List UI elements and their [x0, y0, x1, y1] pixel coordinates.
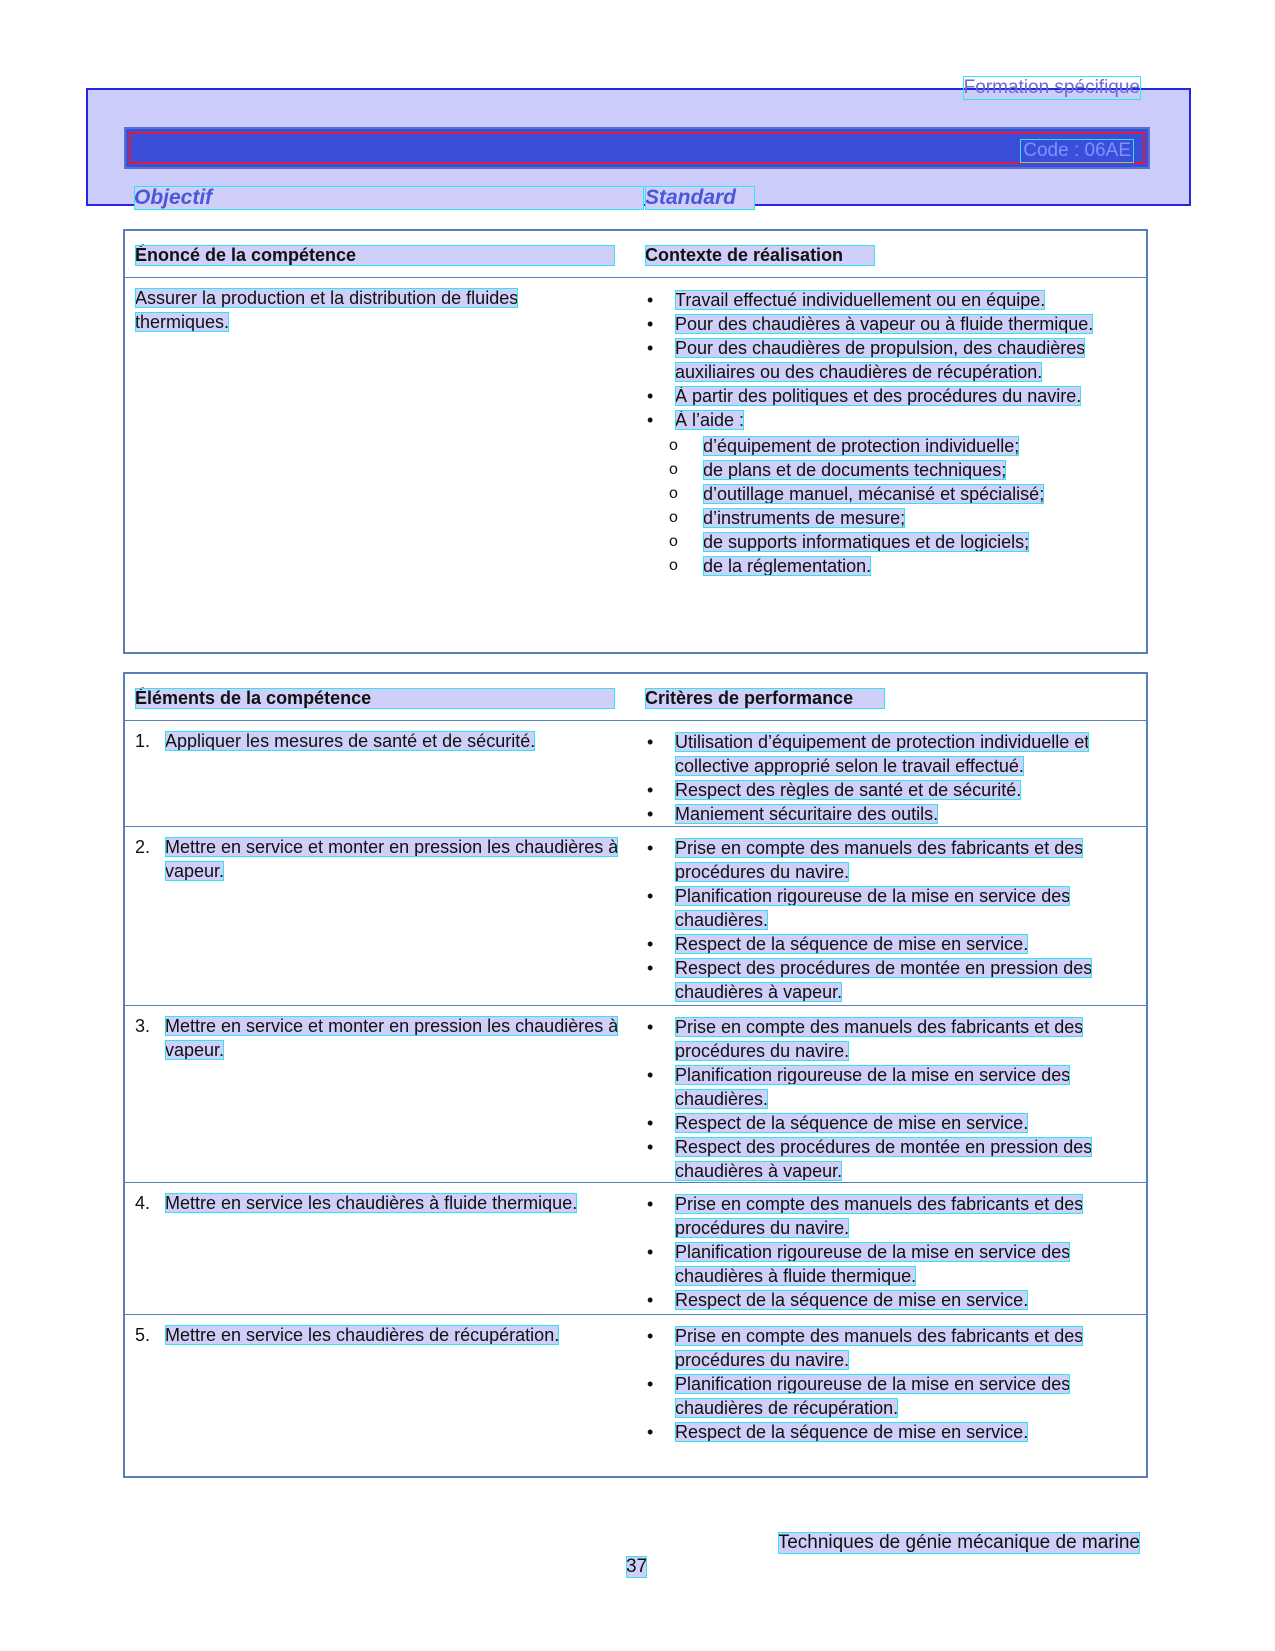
context-item: [645, 288, 1140, 312]
context-sub-item: [645, 506, 1140, 530]
context-sub-item-text: de plans et de documents techniques;: [703, 460, 1007, 480]
criteria-list: [645, 1324, 1140, 1444]
criterion-text: Planification rigoureuse de la mise en service des chaudières à fluide thermique.: [675, 1242, 1071, 1286]
criteria-list: [645, 836, 1140, 1004]
element-text: [135, 729, 645, 753]
context-item-text: À partir des politiques et des procédures du navire.: [675, 386, 1082, 406]
element-row: [125, 1182, 1146, 1314]
criterion-text: Respect de la séquence de mise en service.: [675, 1113, 1029, 1133]
criterion-item: [645, 730, 1140, 778]
context-item-text: À l’aide :: [675, 410, 745, 430]
competence-statement: Assurer la production et la distribution de fluides thermiques.: [135, 288, 519, 332]
criterion-item: [645, 1324, 1140, 1372]
criteria-list: [645, 730, 1140, 826]
table1-header-row: [125, 231, 1146, 277]
criterion-text: Planification rigoureuse de la mise en service des chaudières.: [675, 886, 1071, 930]
performance-criteria-table: [123, 672, 1148, 1478]
code-label: Code : 06AE: [1023, 140, 1131, 161]
context-item: [645, 384, 1140, 408]
context-item: [645, 336, 1140, 384]
criteria-list: [645, 1192, 1140, 1312]
context-sub-item: [645, 530, 1140, 554]
criterion-text: Respect des règles de santé et de sécurité.: [675, 780, 1022, 800]
context-item: [645, 408, 1140, 432]
criterion-item: [645, 1015, 1140, 1063]
element-row: [125, 1005, 1146, 1182]
element-text: [135, 1014, 645, 1062]
context-sub-item: [645, 554, 1140, 578]
element-row: [125, 826, 1146, 1005]
element-number: 2.: [135, 837, 151, 857]
criterion-text: Respect des procédures de montée en pression des chaudières à vapeur.: [675, 1137, 1093, 1181]
element-label: Mettre en service et monter en pression les chaudières à vapeur.: [165, 1016, 619, 1060]
table2-header-row: [125, 674, 1146, 720]
context-item-text: Travail effectué individuellement ou en équipe.: [675, 290, 1046, 310]
program-title: Techniques de génie mécanique de marine: [777, 1532, 1140, 1553]
context-sub-item: [645, 458, 1140, 482]
competence-statement-table: [123, 229, 1148, 654]
table1-left-header: Énoncé de la compétence: [135, 245, 615, 266]
context-sub-item: [645, 434, 1140, 458]
table1-body-row: [125, 277, 1146, 653]
criterion-item: [645, 1420, 1140, 1444]
formation-label: Formation spécifique: [963, 77, 1140, 98]
criterion-text: Maniement sécuritaire des outils.: [675, 804, 939, 824]
page-number: 37: [626, 1556, 648, 1577]
criterion-item: [645, 1111, 1140, 1135]
element-number: 4.: [135, 1193, 151, 1213]
context-sub-item: [645, 482, 1140, 506]
table2-left-header: Éléments de la compétence: [135, 688, 615, 709]
criterion-text: Respect de la séquence de mise en service.: [675, 1290, 1029, 1310]
criterion-text: Planification rigoureuse de la mise en service des chaudières de récupération.: [675, 1374, 1071, 1418]
context-item: [645, 312, 1140, 336]
context-item-text: Pour des chaudières de propulsion, des chaudières auxiliaires ou des chaudières de récupération.: [675, 338, 1086, 382]
criteria-list: [645, 1015, 1140, 1183]
context-sub-item-text: de supports informatiques et de logiciels;: [703, 532, 1030, 552]
criterion-item: [645, 884, 1140, 932]
criterion-text: Respect de la séquence de mise en service.: [675, 1422, 1029, 1442]
criterion-item: [645, 932, 1140, 956]
context-sub-item-text: d’équipement de protection individuelle;: [703, 436, 1020, 456]
element-number: 3.: [135, 1016, 151, 1036]
criterion-item: [645, 1135, 1140, 1183]
criterion-item: [645, 1063, 1140, 1111]
context-sub-item-text: de la réglementation.: [703, 556, 872, 576]
criterion-item: [645, 778, 1140, 802]
context-sub-item-text: d’instruments de mesure;: [703, 508, 906, 528]
criterion-text: Prise en compte des manuels des fabricants et des procédures du navire.: [675, 1017, 1084, 1061]
criterion-text: Prise en compte des manuels des fabricants et des procédures du navire.: [675, 1194, 1084, 1238]
criterion-text: Respect des procédures de montée en pression des chaudières à vapeur.: [675, 958, 1093, 1002]
objectif-heading: Objectif: [134, 186, 644, 210]
criterion-text: Prise en compte des manuels des fabricants et des procédures du navire.: [675, 838, 1084, 882]
table2-right-header: Critères de performance: [645, 688, 885, 709]
criterion-text: Utilisation d’équipement de protection individuelle et collective approprié selon le travail effectué.: [675, 732, 1090, 776]
standard-heading: Standard: [645, 186, 755, 210]
code-bar: [124, 127, 1150, 169]
code-bar-inner: [129, 132, 1145, 164]
criterion-item: [645, 1288, 1140, 1312]
context-item-text: Pour des chaudières à vapeur ou à fluide thermique.: [675, 314, 1094, 334]
criterion-item: [645, 1192, 1140, 1240]
context-list: [645, 288, 1140, 578]
element-text: [135, 1191, 645, 1215]
table1-right-header: Contexte de réalisation: [645, 245, 875, 266]
criterion-item: [645, 836, 1140, 884]
element-label: Mettre en service les chaudières de récupération.: [165, 1325, 560, 1345]
element-text: [135, 835, 645, 883]
criterion-text: Prise en compte des manuels des fabricants et des procédures du navire.: [675, 1326, 1084, 1370]
element-number: 1.: [135, 731, 151, 751]
element-number: 5.: [135, 1325, 151, 1345]
criterion-item: [645, 802, 1140, 826]
criterion-item: [645, 1372, 1140, 1420]
element-row: [125, 720, 1146, 826]
criterion-text: Planification rigoureuse de la mise en service des chaudières.: [675, 1065, 1071, 1109]
element-text: [135, 1323, 645, 1347]
context-sub-item-text: d’outillage manuel, mécanisé et spécialisé;: [703, 484, 1045, 504]
element-row: [125, 1314, 1146, 1445]
criterion-text: Respect de la séquence de mise en service.: [675, 934, 1029, 954]
element-label: Mettre en service les chaudières à fluide thermique.: [165, 1193, 578, 1213]
criterion-item: [645, 1240, 1140, 1288]
element-label: Mettre en service et monter en pression les chaudières à vapeur.: [165, 837, 619, 881]
element-label: Appliquer les mesures de santé et de sécurité.: [165, 731, 536, 751]
criterion-item: [645, 956, 1140, 1004]
